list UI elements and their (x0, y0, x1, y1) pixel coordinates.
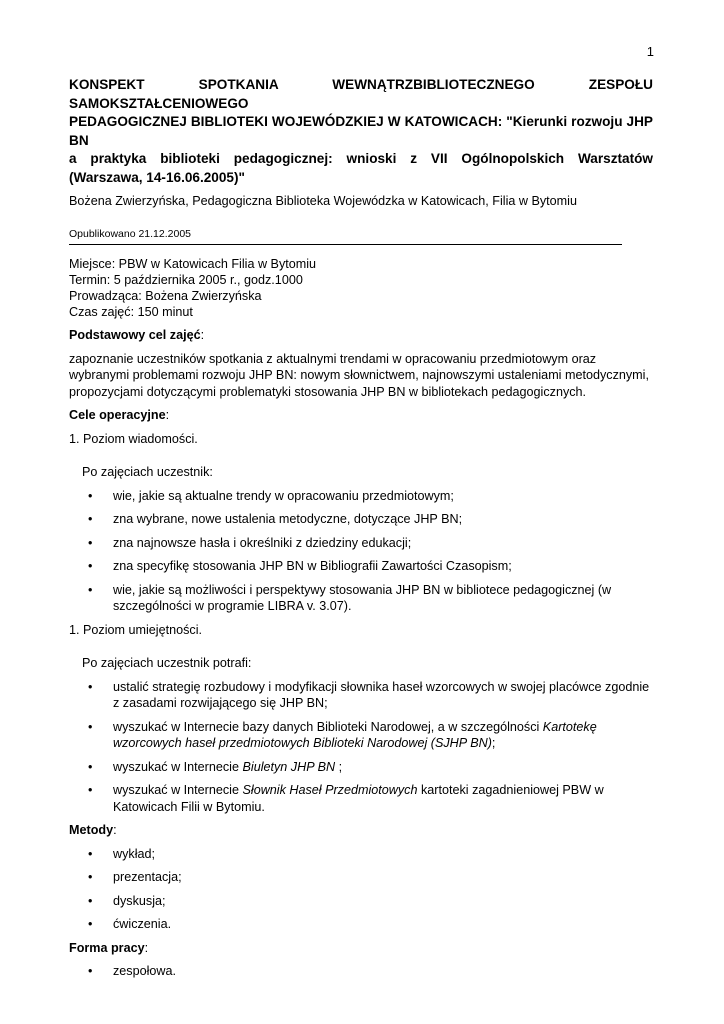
title-line: a praktyka biblioteki pedagogicznej: wnioski z VII Ogólnopolskich Warsztatów (69, 151, 653, 166)
after-class-skills: Po zajęciach uczestnik potrafi: (82, 656, 252, 671)
methods-heading: Metody: (69, 823, 117, 838)
document-title (69, 76, 653, 187)
meta-duration: Czas zajęć: 150 minut (69, 305, 193, 320)
list-item: • ustalić strategię rozbudowy i modyfikacji słownika haseł wzorcowych w swojej placówce zgodnie z zasadami rozwijającego się JHP BN; (69, 679, 653, 712)
list-item: • wie, jakie są aktualne trendy w opracowaniu przedmiotowym; (69, 488, 653, 505)
methods-list (69, 846, 653, 933)
list-item: • zna specyfikę stosowania JHP BN w Bibliografii Zawartości Czasopism; (69, 558, 653, 575)
after-class-knowledge: Po zajęciach uczestnik: (82, 465, 213, 480)
list-item: • wie, jakie są możliwości i perspektywy stosowania JHP BN w bibliotece pedagogicznej (w szczególności w programie LIBRA v. 3.07). (69, 582, 653, 615)
list-item: • zna najnowsze hasła i określniki z dziedziny edukacji; (69, 535, 653, 552)
meta-date: Termin: 5 października 2005 r., godz.1000 (69, 272, 303, 287)
list-item: • dyskusja; (69, 893, 653, 910)
published-date: Opublikowano 21.12.2005 (69, 227, 192, 240)
form-list (69, 963, 653, 980)
goal-heading: Podstawowy cel zajęć: (69, 328, 205, 343)
list-item: • zespołowa. (69, 963, 653, 980)
meta-host: Prowadząca: Bożena Zwierzyńska (69, 288, 262, 303)
list-item: • wyszukać w Internecie Biuletyn JHP BN ; (69, 759, 653, 776)
list-item: • ćwiczenia. (69, 916, 653, 933)
title-line: (Warszawa, 14-16.06.2005)" (69, 169, 245, 185)
divider (69, 244, 622, 245)
list-item: • wyszukać w Internecie Słownik Haseł Przedmiotowych kartoteki zagadnieniowej PBW w Katowicach Filii w Bytomiu. (69, 782, 653, 815)
author-line: Bożena Zwierzyńska, Pedagogiczna Biblioteka Wojewódzka w Katowicach, Filia w Bytomiu (69, 194, 577, 208)
form-heading: Forma pracy: (69, 940, 149, 955)
knowledge-list (69, 488, 653, 615)
title-line: KONSPEKT SPOTKANIA WEWNĄTRZBIBLIOTECZNEGO ZESPOŁU SAMOKSZTAŁCENIOWEGO (69, 77, 653, 111)
list-item: • zna wybrane, nowe ustalenia metodyczne, dotyczące JHP BN; (69, 511, 653, 528)
page-number: 1 (646, 44, 654, 59)
list-item: • prezentacja; (69, 869, 653, 886)
document-body (69, 76, 653, 980)
list-item: • wyszukać w Internecie bazy danych Biblioteki Narodowej, a w szczególności Kartotekę wzorcowych haseł przedmiotowych Biblioteki Narodowej (SJHP BN); (69, 719, 653, 752)
title-line: PEDAGOGICZNEJ BIBLIOTEKI WOJEWÓDZKIEJ W KATOWICACH: "Kierunki rozwoju JHP BN (69, 114, 653, 148)
skills-list (69, 679, 653, 816)
goal-text: zapoznanie uczestników spotkania z aktualnymi trendami w opracowaniu przedmiotowym oraz wybranymi problemami rozwoju JHP BN: nowym słownictwem, najnowszymi ustaleniami metodycznymi, propozycjami dotyczącymi problematyki stosowania JHP BN w bibliotekach pedagogicznych. (69, 351, 649, 399)
list-item: • wykład; (69, 846, 653, 863)
level-knowledge: 1. Poziom wiadomości. (69, 431, 198, 446)
meta-place: Miejsce: PBW w Katowicach Filia w Bytomiu (69, 256, 317, 271)
level-skills: 1. Poziom umiejętności. (69, 622, 202, 637)
meta-block (69, 256, 653, 321)
operational-heading: Cele operacyjne: (69, 408, 170, 423)
